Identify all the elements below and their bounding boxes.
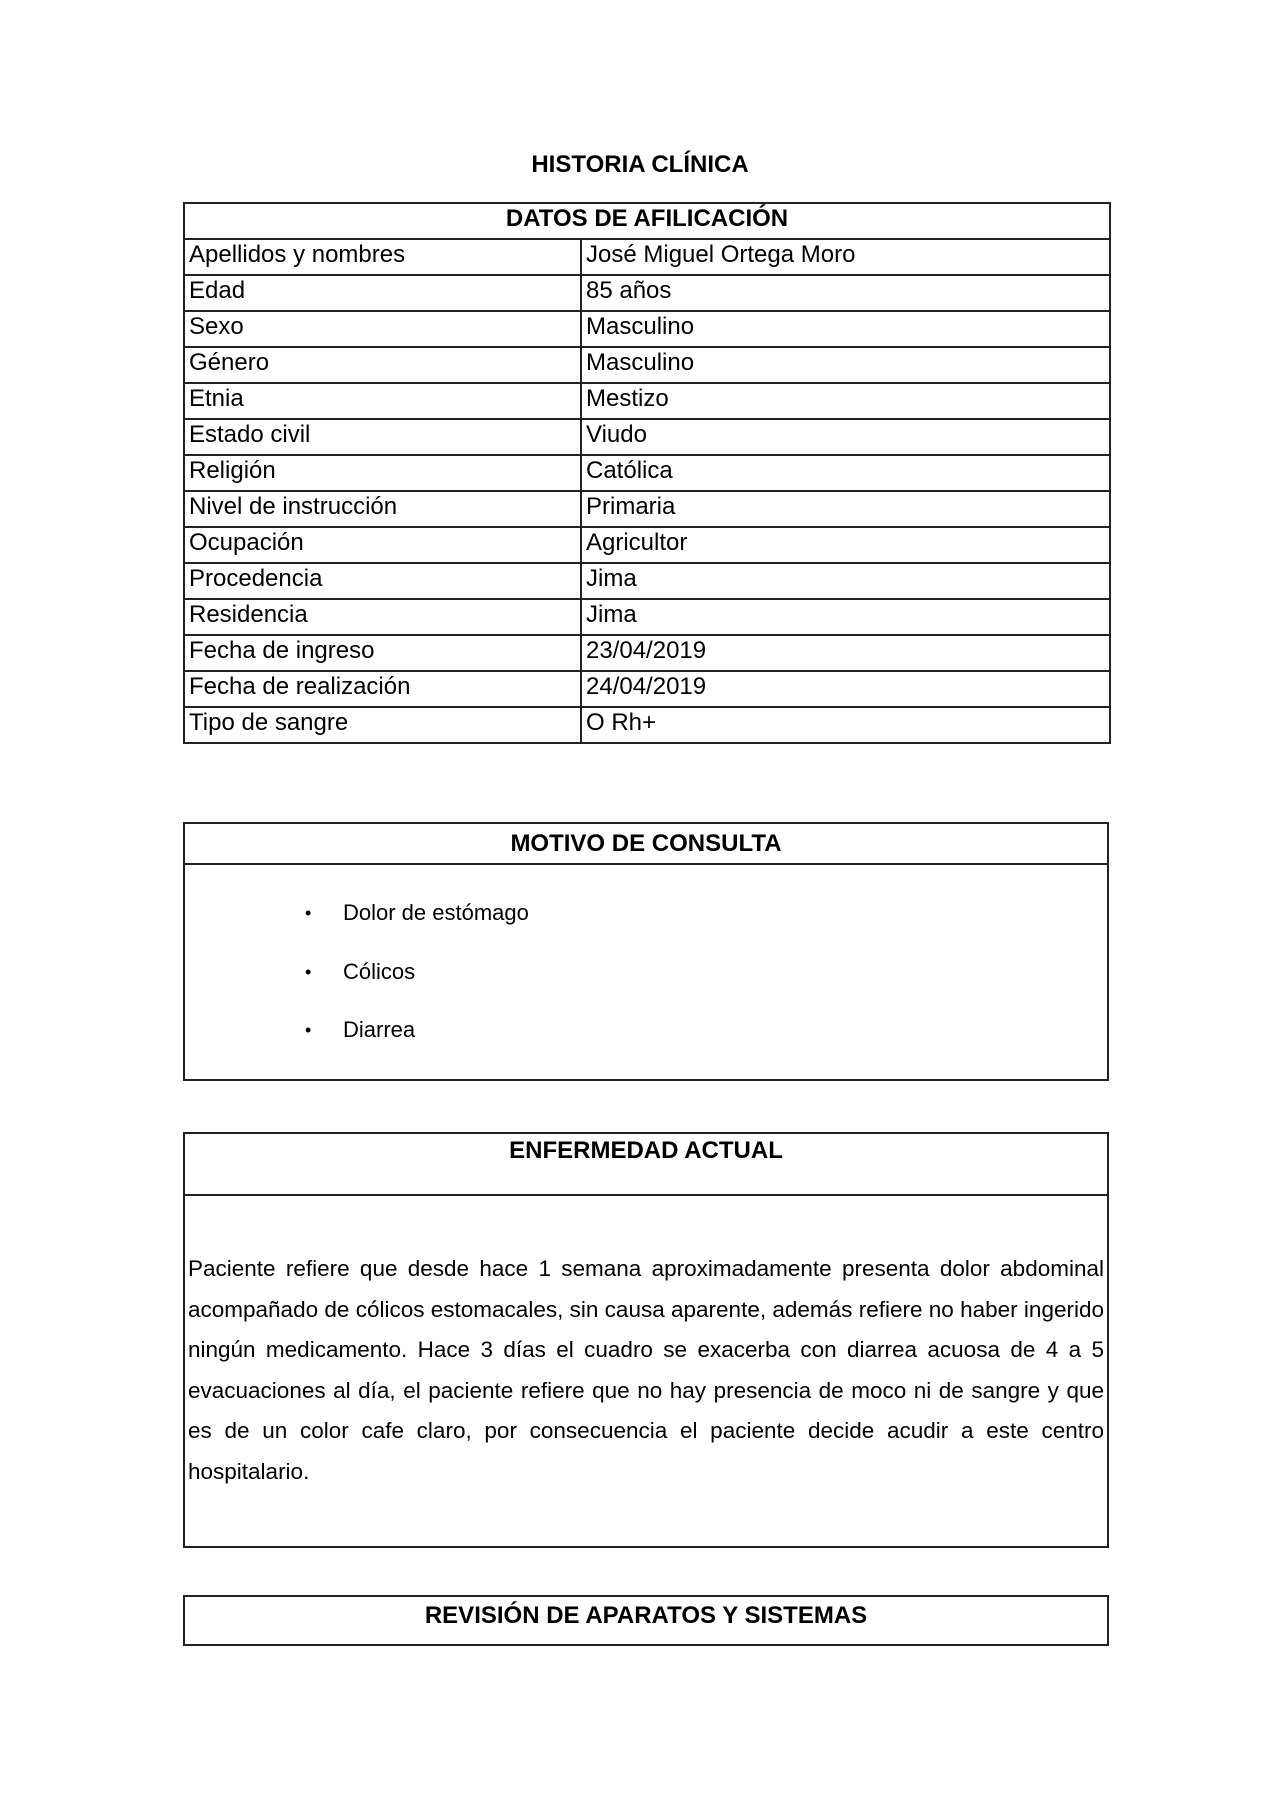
bullet-icon: • [305,903,312,923]
row-value: Agricultor [581,527,1110,563]
row-value: Mestizo [581,383,1110,419]
affiliation-header: DATOS DE AFILICACIÓN [184,203,1110,239]
list-item-text: Cólicos [343,958,416,984]
list-item [185,957,1107,1016]
row-value: Viudo [581,419,1110,455]
row-label: Procedencia [184,563,581,599]
table-row [184,635,1110,671]
row-value: Jima [581,563,1110,599]
row-label: Tipo de sangre [184,707,581,743]
row-value: 24/04/2019 [581,671,1110,707]
row-label: Sexo [184,311,581,347]
row-label: Religión [184,455,581,491]
table-row [184,599,1110,635]
revision-header: REVISIÓN DE APARATOS Y SISTEMAS [424,1602,868,1629]
bullet-icon: • [305,1020,312,1040]
motivo-header: MOTIVO DE CONSULTA [185,824,1107,865]
table-row [184,527,1110,563]
motivo-list [185,898,1107,1074]
row-label: Género [184,347,581,383]
table-row [184,491,1110,527]
row-value: O Rh+ [581,707,1110,743]
row-value: José Miguel Ortega Moro [581,239,1110,275]
row-label: Estado civil [184,419,581,455]
row-label: Fecha de realización [184,671,581,707]
page-title: HISTORIA CLÍNICA [531,151,749,178]
row-label: Ocupación [184,527,581,563]
table-row [184,707,1110,743]
affiliation-header-row [184,203,1110,239]
motivo-section [183,822,1109,1081]
row-label: Residencia [184,599,581,635]
table-row [184,275,1110,311]
table-row [184,311,1110,347]
table-row [184,563,1110,599]
list-item [185,898,1107,957]
revision-section [183,1595,1109,1646]
list-item-text: Dolor de estómago [343,900,529,925]
row-value: 85 años [581,275,1110,311]
enfermedad-header: ENFERMEDAD ACTUAL [185,1134,1107,1196]
table-row [184,239,1110,275]
list-item [185,1015,1107,1074]
table-row [184,383,1110,419]
row-label: Nivel de instrucción [184,491,581,527]
row-label: Apellidos y nombres [184,239,581,275]
affiliation-table [183,202,1111,744]
table-row [184,455,1110,491]
enfermedad-section [183,1132,1109,1548]
row-value: Masculino [581,311,1110,347]
table-row [184,419,1110,455]
row-label: Edad [184,275,581,311]
enfermedad-text: Paciente refiere que desde hace 1 semana aproximadamente presenta dolor abdominal acompañado de cólicos estomacales, sin causa aparente, además refiere no haber ingerido ningún medicamento. Hace 3 días el cuadro se exacerba con diarrea acuosa de 4 a 5 evacuaciones al día, el paciente refiere que no hay presencia de moco ni de sangre y que es de un color cafe claro, por consecuencia el paciente decide acudir a este centro hospitalario. [188,1256,1104,1484]
table-row [184,347,1110,383]
row-label: Fecha de ingreso [184,635,581,671]
row-value: 23/04/2019 [581,635,1110,671]
row-value: Masculino [581,347,1110,383]
table-row [184,671,1110,707]
list-item-text: Diarrea [343,1017,416,1042]
row-value: Jima [581,599,1110,635]
row-value: Católica [581,455,1110,491]
row-label: Etnia [184,383,581,419]
row-value: Primaria [581,491,1110,527]
bullet-icon: • [305,961,312,982]
